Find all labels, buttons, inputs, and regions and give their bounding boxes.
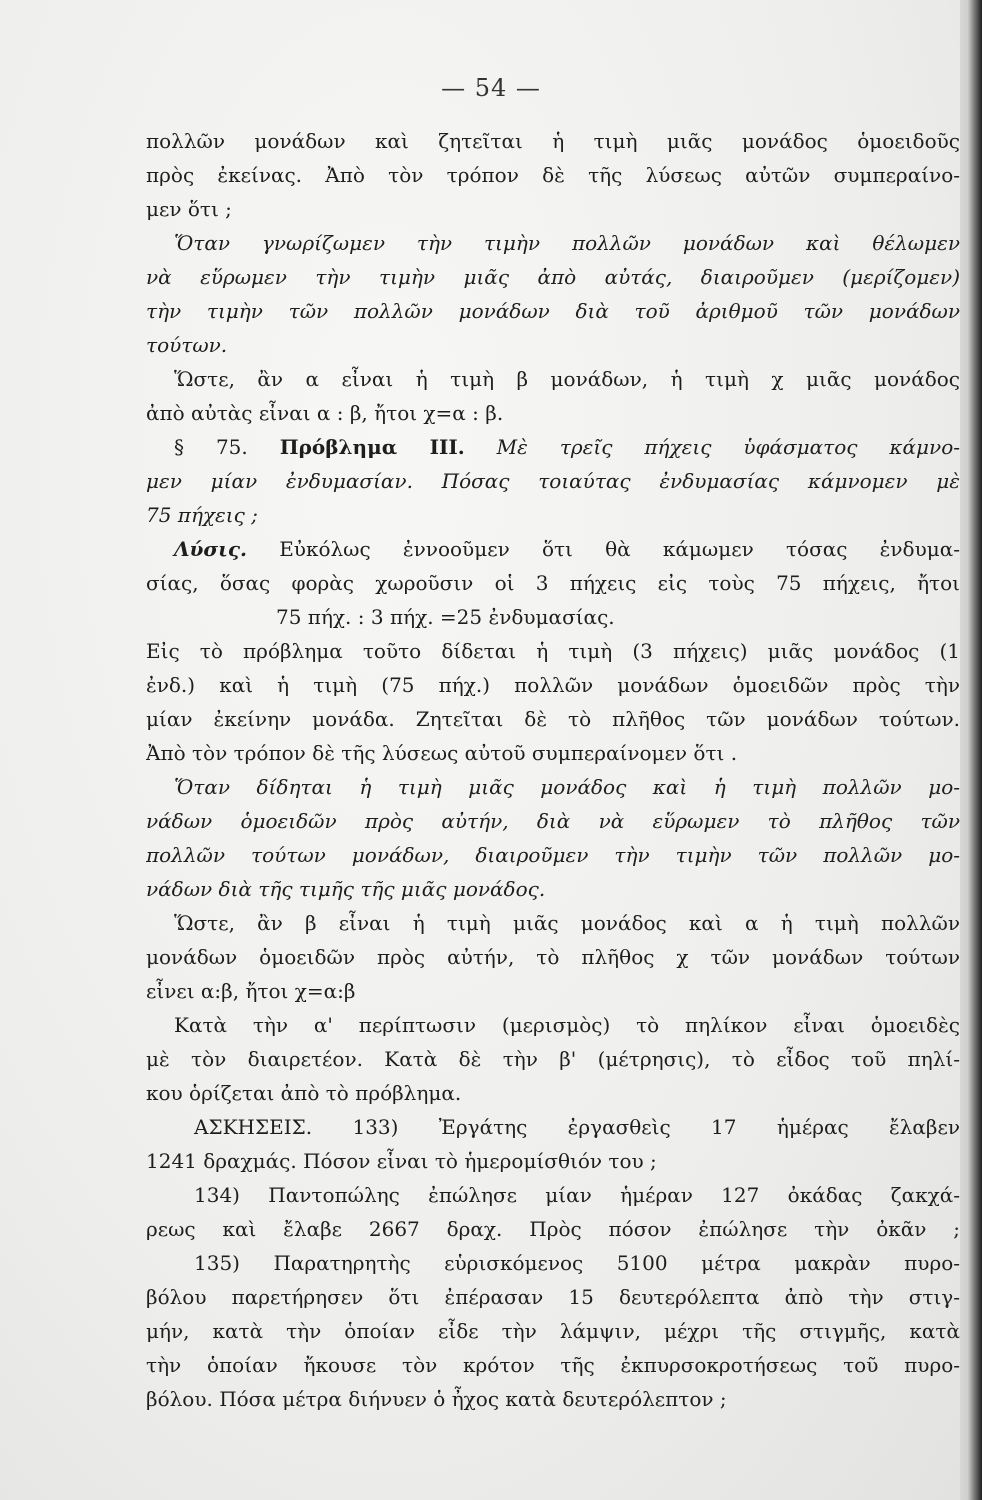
text-line: ἐνδ.) καὶ ἡ τιμὴ (75 πήχ.) πολλῶν μονάδων ὁμοειδῶν πρὸς τὴν <box>146 673 960 697</box>
exercise-line: τὴν ὁποίαν ἤκουσε τὸν κρότον τῆς ἐκπυρσοκροτήσεως τοῦ πυρο- <box>146 1353 960 1377</box>
text-line: πολλῶν μονάδων καὶ ζητεῖται ἡ τιμὴ μιᾶς μονάδος ὁμοειδοῦς <box>146 129 960 153</box>
text-line: μὲ τὸν διαιρετέον. Κατὰ δὲ τὴν β' (μέτρησις), τὸ εἶδος τοῦ πηλί- <box>146 1047 960 1071</box>
problem-heading-line <box>146 430 960 464</box>
body-text <box>146 124 960 1416</box>
formula-line: ἀπὸ αὐτὰς εἶναι α : β, ἤτοι χ=α : β. <box>146 401 504 425</box>
exercise-134: 134) Παντοπώλης ἐπώλησε μίαν ἡμέραν 127 ὀκάδας ζακχά- <box>194 1183 960 1207</box>
text-line: Ὥστε, ἂν β εἶναι ἡ τιμὴ μιᾶς μονάδος καὶ α ἡ τιμὴ πολλῶν <box>174 911 960 935</box>
problem-statement: Μὲ τρεῖς πήχεις ὑφάσματος κάμνο- <box>496 435 960 459</box>
rule-text-line: νάδων διὰ τῆς τιμῆς τῆς μιᾶς μονάδος. <box>146 877 546 901</box>
problem-statement-line: 75 πήχεις ; <box>146 503 258 527</box>
scan-edge-shadow <box>960 0 982 1500</box>
exercise-line: βόλου παρετήρησεν ὅτι ἐπέρασαν 15 δευτερόλεπτα ἀπὸ τὴν στιγ- <box>146 1285 960 1309</box>
solution-text: Εὐκόλως ἐννοοῦμεν ὅτι θὰ κάμωμεν τόσας ἐνδυμα- <box>279 537 960 561</box>
section-number: § 75. <box>174 435 248 459</box>
exercise-line: βόλου. Πόσα μέτρα διήνυεν ὁ ἦχος κατὰ δευτερόλεπτον ; <box>146 1387 727 1411</box>
text-line: Ὥστε, ἂν α εἶναι ἡ τιμὴ β μονάδων, ἡ τιμὴ χ μιᾶς μονάδος <box>174 367 960 391</box>
exercise-line: 1241 δραχμάς. Πόσον εἶναι τὸ ἡμερομίσθιόν του ; <box>146 1149 657 1173</box>
text-line: μίαν ἐκείνην μονάδα. Ζητεῖται δὲ τὸ πλῆθος τῶν μονάδων τούτων. <box>146 707 960 731</box>
rule-text-line: τὴν τιμὴν τῶν πολλῶν μονάδων διὰ τοῦ ἀριθμοῦ τῶν μονάδων <box>146 299 960 323</box>
text-line: Ἀπὸ τὸν τρόπον δὲ τῆς λύσεως αὐτοῦ συμπεραίνομεν ὅτι . <box>146 741 738 765</box>
problem-title: Πρόβλημα ΙΙΙ. <box>279 435 465 459</box>
formula-line: 75 πήχ. : 3 πήχ. =25 ἐνδυμασίας. <box>276 605 615 629</box>
text-line: μονάδων ὁμοειδῶν πρὸς αὐτήν, τὸ πλῆθος χ τῶν μονάδων τούτων <box>146 945 960 969</box>
exercise-line: ρεως καὶ ἔλαβε 2667 δραχ. Πρὸς πόσον ἐπώλησε τὴν ὀκᾶν ; <box>146 1217 960 1241</box>
rule-text-line: πολλῶν τούτων μονάδων, διαιροῦμεν τὴν τιμὴν τῶν πολλῶν μο- <box>146 843 960 867</box>
rule-text-line: Ὅταν δίδηται ἡ τιμὴ μιᾶς μονάδος καὶ ἡ τιμὴ πολλῶν μο- <box>174 775 960 799</box>
exercise-line <box>146 1110 960 1144</box>
text-line: Εἰς τὸ πρόβλημα τοῦτο δίδεται ἡ τιμὴ (3 πήχεις) μιᾶς μονάδος (1 <box>146 639 960 663</box>
text-line: πρὸς ἐκείνας. Ἀπὸ τὸν τρόπον δὲ τῆς λύσεως αὐτῶν συμπεραίνο- <box>146 163 960 187</box>
page-number: — 54 — <box>441 74 541 102</box>
rule-text-line: Ὅταν γνωρίζωμεν τὴν τιμὴν πολλῶν μονάδων καὶ θέλωμεν <box>174 231 960 255</box>
problem-statement-line: μεν μίαν ἐνδυμασίαν. Πόσας τοιαύτας ἐνδυμασίας κάμνομεν μὲ <box>146 469 960 493</box>
formula-line: εἶνει α:β, ἤτοι χ=α:β <box>146 979 356 1003</box>
exercises-heading: ΑΣΚΗΣΕΙΣ. <box>194 1115 313 1139</box>
exercise-line: μήν, κατὰ τὴν ὁποίαν εἶδε τὴν λάμψιν, μέχρι τῆς στιγμῆς, κατὰ <box>146 1319 960 1343</box>
text-line: μεν ὅτι ; <box>146 197 232 221</box>
rule-text-line: τούτων. <box>146 333 228 357</box>
text-line: κου ὁρίζεται ἀπὸ τὸ πρόβλημα. <box>146 1081 462 1105</box>
solution-label: Λύσις. <box>174 537 247 561</box>
text-line: σίας, ὅσας φορὰς χωροῦσιν οἱ 3 πήχεις εἰς τοὺς 75 πήχεις, ἤτοι <box>146 571 960 595</box>
rule-text-line: νάδων ὁμοειδῶν πρὸς αὐτήν, διὰ νὰ εὕρωμεν τὸ πλῆθος τῶν <box>146 809 960 833</box>
text-line: Κατὰ τὴν α' περίπτωσιν (μερισμὸς) τὸ πηλίκον εἶναι ὁμοειδὲς <box>174 1013 960 1037</box>
exercise-133: 133) Ἐργάτης ἐργασθεὶς 17 ἡμέρας ἔλαβεν <box>352 1115 960 1139</box>
rule-text-line: νὰ εὕρωμεν τὴν τιμὴν μιᾶς ἀπὸ αὐτάς, διαιροῦμεν (μερίζομεν) <box>146 265 960 289</box>
solution-line <box>146 532 960 566</box>
exercise-135: 135) Παρατηρητὴς εὑρισκόμενος 5100 μέτρα μακρὰν πυρο- <box>194 1251 960 1275</box>
